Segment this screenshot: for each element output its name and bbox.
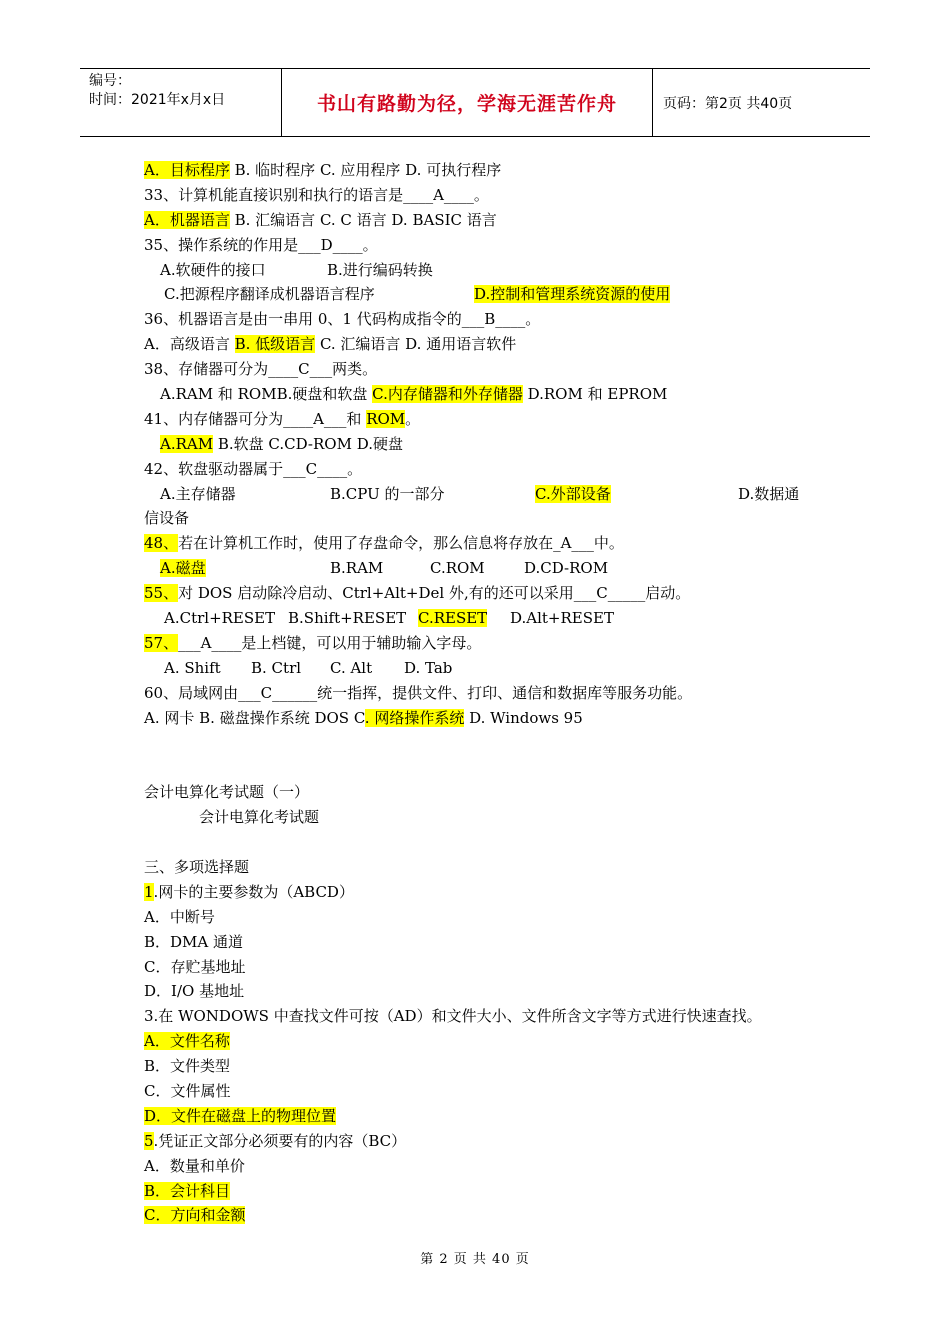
option-line: A．文件名称 — [144, 1032, 230, 1051]
answer-line-cont: 信设备 — [144, 509, 190, 528]
question-41: 41、内存储器可分为____A___和 ROM。 — [144, 409, 421, 428]
option-line: A．数量和单价 — [144, 1156, 245, 1175]
blank-line — [144, 730, 844, 755]
document-body — [144, 158, 844, 1228]
question-38: 38、存储器可分为____C___两类。 — [144, 360, 378, 379]
answer-line: A．目标程序 B. 临时程序 C. 应用程序 D. 可执行程序 — [144, 161, 502, 179]
section-subtitle: 会计电算化考试题 — [199, 808, 320, 827]
motto: 书山有路勤为径，学海无涯苦作舟 — [316, 93, 617, 115]
question-42: 42、软盘驱动器属于___C____。 — [144, 459, 363, 478]
question-3: 3.在 WONDOWS 中查找文件可按（AD）和文件大小、文件所含文字等方式进行快速查找。 — [144, 1007, 762, 1026]
option-line: C．文件属性 — [144, 1081, 231, 1100]
question-1: 1.网卡的主要参数为（ABCD） — [144, 882, 354, 901]
page-footer: 第 2 页 共 40 页 — [420, 1252, 530, 1267]
answer-line: C.把源程序翻译成机器语言程序 D.控制和管理系统资源的使用 — [164, 285, 671, 304]
answer-line: A.RAM 和 ROMB.硬盘和软盘 C.内存储器和外存储器 D.ROM 和 EPROM — [160, 385, 668, 404]
option-line: B．文件类型 — [144, 1057, 231, 1076]
section-title: 会计电算化考试题（一） — [144, 783, 310, 802]
option-line: D．I/O 基地址 — [144, 982, 245, 1001]
option-line: B．DMA 通道 — [144, 932, 244, 951]
answer-line: A.Ctrl+RESET B.Shift+RESET C.RESET D.Alt+RESET — [164, 609, 614, 628]
answer-line: A.磁盘 B.RAM C.ROM D.CD-ROM — [160, 559, 609, 578]
number-label: 编号： — [89, 73, 131, 89]
question-57: 57、___A____是上档键，可以用于辅助输入字母。 — [144, 633, 482, 652]
blank-line — [144, 830, 844, 855]
answer-line: A．高级语言 B. 低级语言 C. 汇编语言 D. 通用语言软件 — [144, 335, 517, 354]
header-meta — [80, 69, 281, 136]
question-48: 48、若在计算机工作时，使用了存盘命令，那么信息将存放在_A___中。 — [144, 534, 624, 553]
section-heading: 三、多项选择题 — [144, 857, 250, 876]
option-line: B．会计科目 — [144, 1181, 231, 1200]
time-label: 时间：2021年x月x日 — [89, 92, 226, 108]
option-line: C．方向和金额 — [144, 1206, 246, 1225]
question-36: 36、机器语言是由一串用 0、1 代码构成指令的___B____。 — [144, 310, 541, 329]
answer-line: A.RAM B.软盘 C.CD-ROM D.硬盘 — [160, 434, 403, 453]
answer-line: A. Shift B. Ctrl C. Alt D. Tab — [164, 658, 453, 677]
option-line: C．存贮基地址 — [144, 957, 246, 976]
option-line: A．中断号 — [144, 907, 215, 926]
answer-line: A.软硬件的接口 B.进行编码转换 — [160, 260, 433, 279]
question-33: 33、计算机能直接识别和执行的语言是____A____。 — [144, 185, 489, 204]
page-header — [80, 68, 870, 137]
header-page-info: 页码：第2页 共40页 — [663, 95, 793, 112]
answer-line: A. 网卡 B. 磁盘操作系统 DOS C. 网络操作系统 D. Windows 95 — [144, 708, 583, 727]
blank-line — [144, 755, 844, 780]
question-5: 5.凭证正文部分必须要有的内容（BC） — [144, 1131, 407, 1150]
question-55: 55、对 DOS 启动除冷启动、Ctrl+Alt+Del 外,有的还可以采用___C_____启动。 — [144, 584, 691, 603]
header-motto-cell — [281, 69, 653, 136]
option-line: D．文件在磁盘上的物理位置 — [144, 1106, 337, 1125]
answer-line: A.主存储器 B.CPU 的一部分 C.外部设备 D.数据通 — [160, 484, 800, 503]
answer-line: A．机器语言 B. 汇编语言 C. C 语言 D. BASIC 语言 — [144, 210, 497, 229]
question-60: 60、局域网由___C______统一指挥，提供文件、打印、通信和数据库等服务功能。 — [144, 683, 693, 702]
question-35: 35、操作系统的作用是___D____。 — [144, 235, 378, 254]
